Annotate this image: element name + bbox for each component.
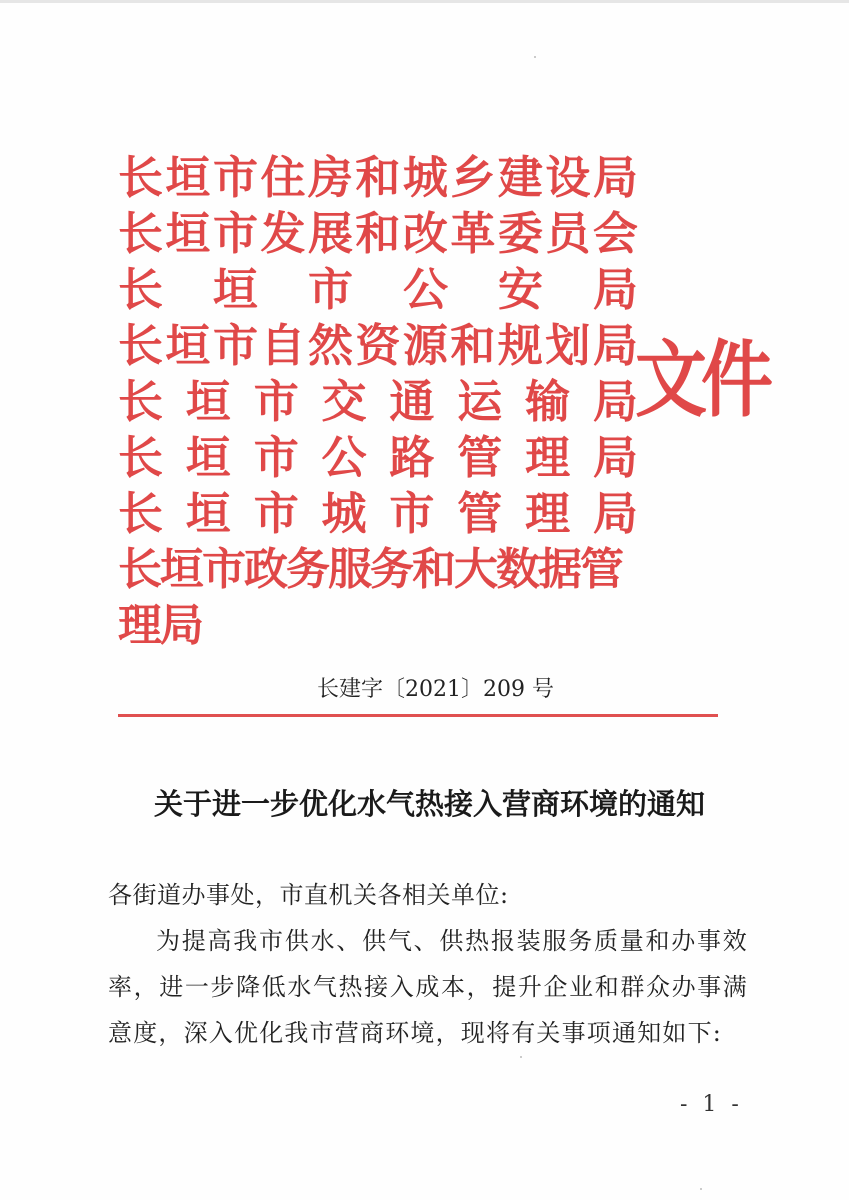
issuer-char: 交 [321,375,367,428]
issuer-line [118,542,638,651]
page-number: - 1 - [680,1092,743,1117]
issuer-char: 改 [402,207,448,260]
issuer-char: 理 [525,431,571,484]
document-title: 关于进一步优化水气热接入营商环境的通知 [153,787,705,821]
issuer-char: 长 [118,375,164,428]
issuer-char: 然 [307,319,353,372]
scan-speck [700,1188,702,1190]
issuer-char: 员 [545,207,591,260]
issuer-char: 管 [457,487,503,540]
issuer-text: 长垣市政务服务和大数据管理局 [118,544,622,651]
issuer-char: 住 [260,151,306,204]
issuer-char: 局 [592,151,638,204]
issuer-char: 公 [321,431,367,484]
issuer-char: 和 [450,319,496,372]
issuer-char: 垣 [165,319,211,372]
issuer-char: 市 [212,319,258,372]
issuer-char: 局 [592,263,638,316]
issuer-char: 长 [118,319,164,372]
issuer-char: 市 [389,487,435,540]
issuer-char: 市 [253,375,299,428]
issuer-char: 局 [592,431,638,484]
issuer-char: 和 [355,151,401,204]
issuer-char: 委 [497,207,543,260]
issuer-line [118,430,638,486]
issuer-char: 展 [307,207,353,260]
issuer-char: 垣 [165,151,211,204]
issuer-char: 市 [253,431,299,484]
salutation: 各街道办事处，市直机关各相关单位: [108,881,509,909]
scan-speck [534,56,536,58]
issuer-char: 市 [212,207,258,260]
issuer-char: 垣 [185,487,231,540]
issuer-char: 管 [457,431,503,484]
issuer-char: 路 [389,431,435,484]
wenjian-mark: 文件 [635,330,768,428]
issuer-line [118,374,638,430]
scan-speck [520,1056,522,1058]
issuer-char: 资 [355,319,401,372]
issuer-char: 公 [402,263,448,316]
issuer-char: 局 [592,319,638,372]
issuer-char: 源 [402,319,448,372]
issuer-char: 市 [307,263,353,316]
issuer-char: 局 [592,487,638,540]
issuing-authorities [118,150,638,651]
issuer-line [118,486,638,542]
issuer-char: 安 [497,263,543,316]
document-body [108,872,748,1056]
issuer-char: 城 [402,151,448,204]
issuer-char: 长 [118,263,164,316]
issuer-line [118,262,638,318]
issuer-char: 垣 [185,431,231,484]
issuer-char: 建 [497,151,543,204]
issuer-char: 市 [212,151,258,204]
issuer-char: 房 [307,151,353,204]
issuer-char: 长 [118,431,164,484]
issuer-char: 垣 [212,263,258,316]
issuer-char: 市 [253,487,299,540]
issuer-char: 长 [118,151,164,204]
issuer-char: 划 [545,319,591,372]
red-separator-line [118,714,718,717]
issuer-line [118,318,638,374]
issuer-line [118,150,638,206]
issuer-char: 革 [450,207,496,260]
issuer-char: 会 [592,207,638,260]
document-number: 长建字〔2021〕209 号 [317,677,554,702]
issuer-char: 运 [457,375,503,428]
issuer-char: 和 [355,207,401,260]
issuer-line [118,206,638,262]
issuer-char: 输 [525,375,571,428]
issuer-char: 发 [260,207,306,260]
issuer-char: 局 [592,375,638,428]
scan-edge [0,0,849,3]
issuer-char: 长 [118,207,164,260]
issuer-char: 理 [525,487,571,540]
issuer-char: 垣 [185,375,231,428]
issuer-char: 城 [321,487,367,540]
issuer-char: 乡 [450,151,496,204]
issuer-char: 通 [389,375,435,428]
body-paragraph: 为提高我市供水、供气、供热报装服务质量和办事效率，进一步降低水气热接入成本，提升企业和群众办事满意度，深入优化我市营商环境，现将有关事项通知如下: [108,927,748,1047]
issuer-char: 自 [260,319,306,372]
issuer-char: 规 [497,319,543,372]
issuer-char: 长 [118,487,164,540]
issuer-char: 垣 [165,207,211,260]
issuer-char: 设 [545,151,591,204]
